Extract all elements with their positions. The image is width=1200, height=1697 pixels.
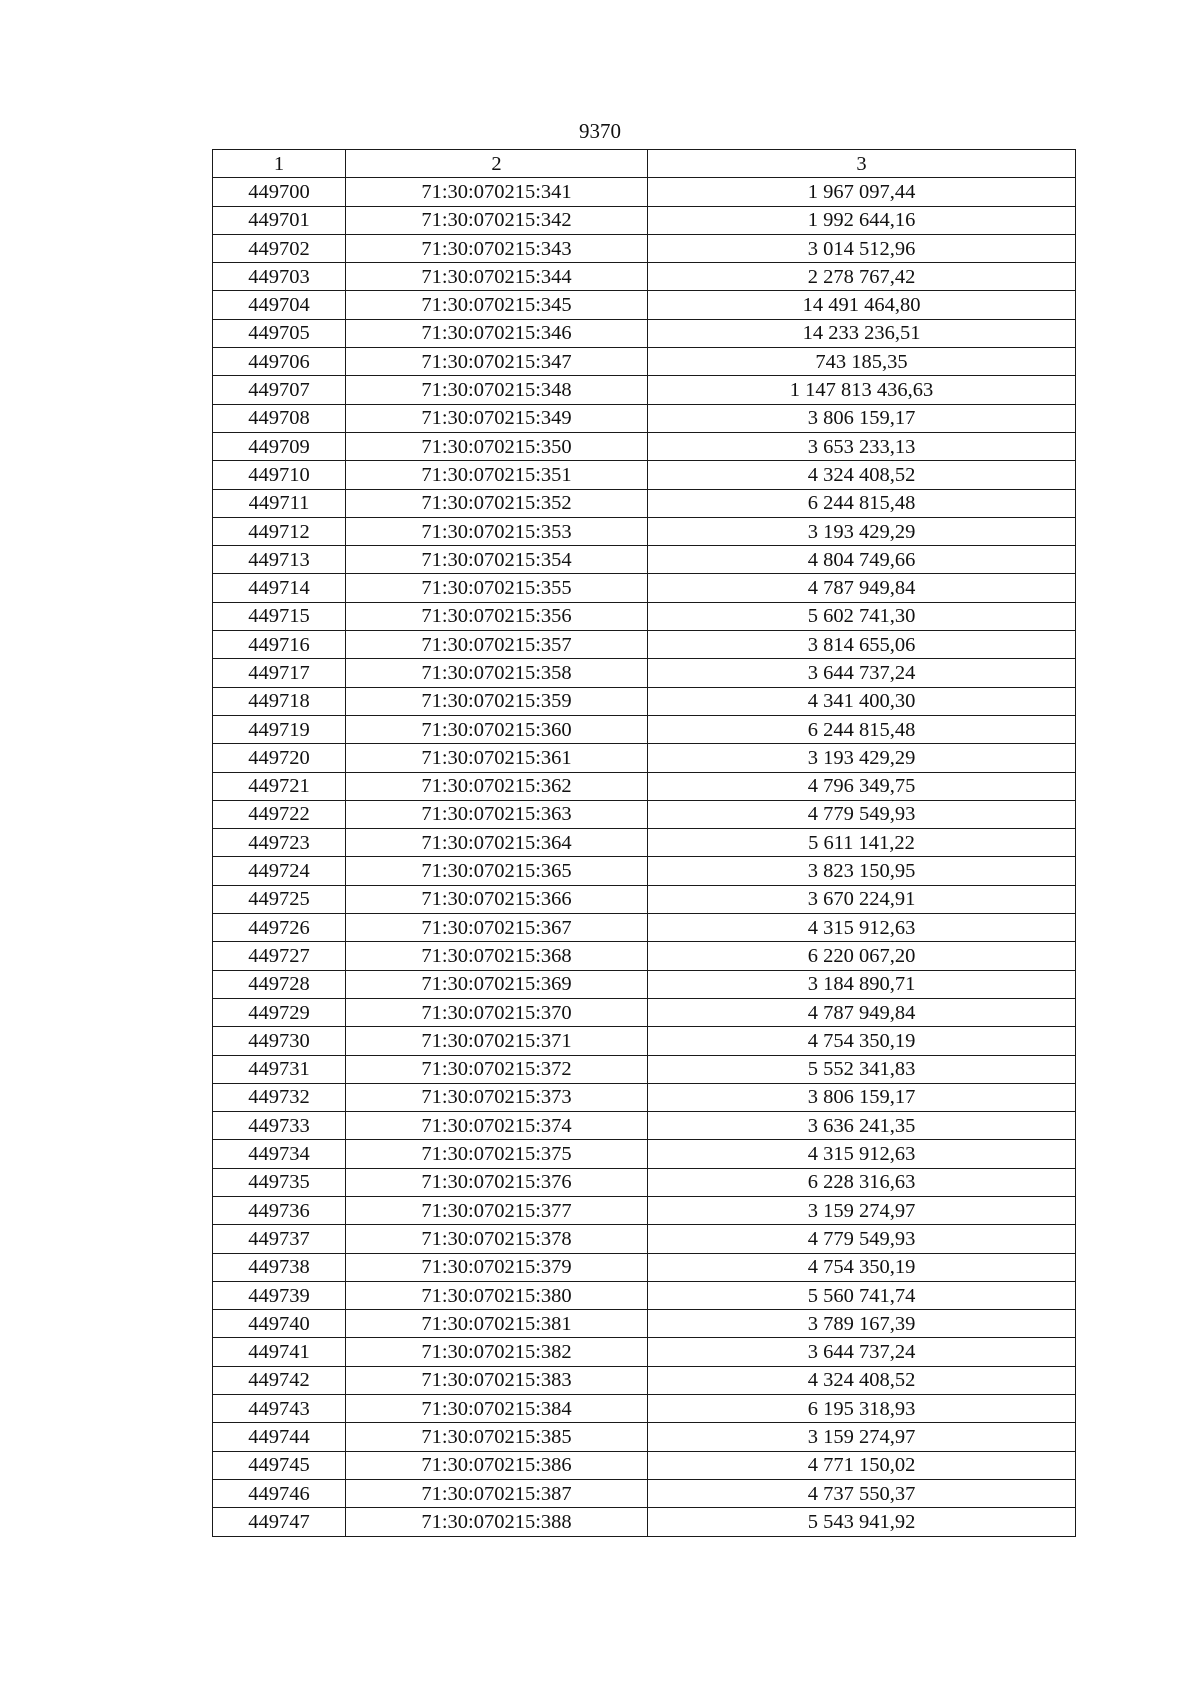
cadastral-number-cell: 71:30:070215:361 <box>346 744 648 772</box>
cadastral-number-cell: 71:30:070215:378 <box>346 1225 648 1253</box>
row-number-cell: 449707 <box>213 376 346 404</box>
cadastral-number-cell: 71:30:070215:349 <box>346 404 648 432</box>
row-number-cell: 449747 <box>213 1508 346 1536</box>
table-row <box>213 602 1076 630</box>
table-row <box>213 1112 1076 1140</box>
cadastral-number-cell: 71:30:070215:357 <box>346 631 648 659</box>
table-row <box>213 1027 1076 1055</box>
table-row <box>213 1479 1076 1507</box>
value-cell: 5 602 741,30 <box>648 602 1076 630</box>
row-number-cell: 449746 <box>213 1479 346 1507</box>
cadastral-number-cell: 71:30:070215:384 <box>346 1395 648 1423</box>
value-cell: 3 670 224,91 <box>648 885 1076 913</box>
table-row <box>213 1310 1076 1338</box>
value-cell: 743 185,35 <box>648 348 1076 376</box>
value-cell: 4 315 912,63 <box>648 1140 1076 1168</box>
value-cell: 4 754 350,19 <box>648 1027 1076 1055</box>
cadastral-number-cell: 71:30:070215:368 <box>346 942 648 970</box>
table-row <box>213 800 1076 828</box>
table-row <box>213 489 1076 517</box>
cadastral-number-cell: 71:30:070215:380 <box>346 1281 648 1309</box>
value-cell: 3 014 512,96 <box>648 234 1076 262</box>
row-number-cell: 449703 <box>213 263 346 291</box>
value-cell: 5 611 141,22 <box>648 829 1076 857</box>
row-number-cell: 449701 <box>213 206 346 234</box>
row-number-cell: 449715 <box>213 602 346 630</box>
row-number-cell: 449709 <box>213 432 346 460</box>
page-number: 9370 <box>579 119 621 143</box>
table-row <box>213 1395 1076 1423</box>
table-row <box>213 291 1076 319</box>
cadastral-number-cell: 71:30:070215:377 <box>346 1196 648 1224</box>
table-row <box>213 659 1076 687</box>
table-row <box>213 376 1076 404</box>
table-row <box>213 178 1076 206</box>
table-row <box>213 970 1076 998</box>
row-number-cell: 449713 <box>213 546 346 574</box>
value-cell: 4 324 408,52 <box>648 461 1076 489</box>
table-row <box>213 1451 1076 1479</box>
column-header-2: 2 <box>346 150 648 178</box>
value-cell: 4 787 949,84 <box>648 574 1076 602</box>
table-row <box>213 1055 1076 1083</box>
cadastral-number-cell: 71:30:070215:364 <box>346 829 648 857</box>
cadastral-number-cell: 71:30:070215:371 <box>346 1027 648 1055</box>
row-number-cell: 449706 <box>213 348 346 376</box>
value-cell: 1 147 813 436,63 <box>648 376 1076 404</box>
table-row <box>213 1366 1076 1394</box>
table-header <box>213 150 1076 178</box>
value-cell: 1 992 644,16 <box>648 206 1076 234</box>
value-cell: 3 159 274,97 <box>648 1196 1076 1224</box>
row-number-cell: 449729 <box>213 998 346 1026</box>
cadastral-number-cell: 71:30:070215:373 <box>346 1083 648 1111</box>
table-row <box>213 404 1076 432</box>
table-row <box>213 432 1076 460</box>
value-cell: 3 636 241,35 <box>648 1112 1076 1140</box>
row-number-cell: 449717 <box>213 659 346 687</box>
row-number-cell: 449727 <box>213 942 346 970</box>
row-number-cell: 449738 <box>213 1253 346 1281</box>
table-row <box>213 461 1076 489</box>
cadastral-number-cell: 71:30:070215:363 <box>346 800 648 828</box>
value-cell: 3 644 737,24 <box>648 659 1076 687</box>
cadastral-number-cell: 71:30:070215:375 <box>346 1140 648 1168</box>
row-number-cell: 449740 <box>213 1310 346 1338</box>
cadastral-number-cell: 71:30:070215:352 <box>346 489 648 517</box>
table-header-row <box>213 150 1076 178</box>
value-cell: 4 779 549,93 <box>648 800 1076 828</box>
value-cell: 4 771 150,02 <box>648 1451 1076 1479</box>
table-row <box>213 687 1076 715</box>
table-row <box>213 1196 1076 1224</box>
table-row <box>213 234 1076 262</box>
cadastral-number-cell: 71:30:070215:376 <box>346 1168 648 1196</box>
value-cell: 3 644 737,24 <box>648 1338 1076 1366</box>
row-number-cell: 449708 <box>213 404 346 432</box>
table-row <box>213 1423 1076 1451</box>
row-number-cell: 449733 <box>213 1112 346 1140</box>
value-cell: 6 244 815,48 <box>648 489 1076 517</box>
cadastral-number-cell: 71:30:070215:369 <box>346 970 648 998</box>
row-number-cell: 449700 <box>213 178 346 206</box>
value-cell: 6 220 067,20 <box>648 942 1076 970</box>
row-number-cell: 449726 <box>213 914 346 942</box>
value-cell: 3 193 429,29 <box>648 744 1076 772</box>
cadastral-number-cell: 71:30:070215:367 <box>346 914 648 942</box>
table-row <box>213 1281 1076 1309</box>
value-cell: 3 789 167,39 <box>648 1310 1076 1338</box>
column-header-1: 1 <box>213 150 346 178</box>
cadastral-number-cell: 71:30:070215:345 <box>346 291 648 319</box>
row-number-cell: 449737 <box>213 1225 346 1253</box>
table-row <box>213 1508 1076 1536</box>
row-number-cell: 449728 <box>213 970 346 998</box>
row-number-cell: 449739 <box>213 1281 346 1309</box>
row-number-cell: 449732 <box>213 1083 346 1111</box>
cadastral-number-cell: 71:30:070215:350 <box>346 432 648 460</box>
value-cell: 4 737 550,37 <box>648 1479 1076 1507</box>
value-cell: 4 787 949,84 <box>648 998 1076 1026</box>
table-row <box>213 829 1076 857</box>
row-number-cell: 449720 <box>213 744 346 772</box>
row-number-cell: 449724 <box>213 857 346 885</box>
value-cell: 4 754 350,19 <box>648 1253 1076 1281</box>
cadastral-number-cell: 71:30:070215:372 <box>346 1055 648 1083</box>
row-number-cell: 449731 <box>213 1055 346 1083</box>
table-row <box>213 744 1076 772</box>
value-cell: 14 491 464,80 <box>648 291 1076 319</box>
row-number-cell: 449744 <box>213 1423 346 1451</box>
row-number-cell: 449702 <box>213 234 346 262</box>
cadastral-number-cell: 71:30:070215:381 <box>346 1310 648 1338</box>
cadastral-number-cell: 71:30:070215:359 <box>346 687 648 715</box>
value-cell: 6 244 815,48 <box>648 715 1076 743</box>
value-cell: 4 341 400,30 <box>648 687 1076 715</box>
row-number-cell: 449718 <box>213 687 346 715</box>
value-cell: 3 653 233,13 <box>648 432 1076 460</box>
cadastral-number-cell: 71:30:070215:365 <box>346 857 648 885</box>
table-row <box>213 1140 1076 1168</box>
value-cell: 4 324 408,52 <box>648 1366 1076 1394</box>
data-table <box>212 149 1076 1537</box>
cadastral-number-cell: 71:30:070215:388 <box>346 1508 648 1536</box>
table-row <box>213 574 1076 602</box>
value-cell: 3 823 150,95 <box>648 857 1076 885</box>
value-cell: 3 806 159,17 <box>648 404 1076 432</box>
value-cell: 4 796 349,75 <box>648 772 1076 800</box>
row-number-cell: 449710 <box>213 461 346 489</box>
value-cell: 3 184 890,71 <box>648 970 1076 998</box>
table-body <box>213 178 1076 1536</box>
row-number-cell: 449723 <box>213 829 346 857</box>
row-number-cell: 449714 <box>213 574 346 602</box>
cadastral-number-cell: 71:30:070215:387 <box>346 1479 648 1507</box>
cadastral-number-cell: 71:30:070215:374 <box>346 1112 648 1140</box>
cadastral-number-cell: 71:30:070215:362 <box>346 772 648 800</box>
table-row <box>213 772 1076 800</box>
table-row <box>213 914 1076 942</box>
value-cell: 3 159 274,97 <box>648 1423 1076 1451</box>
cadastral-number-cell: 71:30:070215:383 <box>346 1366 648 1394</box>
row-number-cell: 449743 <box>213 1395 346 1423</box>
cadastral-number-cell: 71:30:070215:346 <box>346 319 648 347</box>
cadastral-number-cell: 71:30:070215:385 <box>346 1423 648 1451</box>
table-row <box>213 885 1076 913</box>
table-row <box>213 517 1076 545</box>
row-number-cell: 449712 <box>213 517 346 545</box>
table-row <box>213 631 1076 659</box>
value-cell: 3 806 159,17 <box>648 1083 1076 1111</box>
table-row <box>213 348 1076 376</box>
row-number-cell: 449722 <box>213 800 346 828</box>
row-number-cell: 449730 <box>213 1027 346 1055</box>
value-cell: 5 560 741,74 <box>648 1281 1076 1309</box>
row-number-cell: 449734 <box>213 1140 346 1168</box>
row-number-cell: 449716 <box>213 631 346 659</box>
cadastral-number-cell: 71:30:070215:351 <box>346 461 648 489</box>
cadastral-number-cell: 71:30:070215:370 <box>346 998 648 1026</box>
cadastral-number-cell: 71:30:070215:386 <box>346 1451 648 1479</box>
cadastral-number-cell: 71:30:070215:342 <box>346 206 648 234</box>
value-cell: 6 228 316,63 <box>648 1168 1076 1196</box>
value-cell: 5 543 941,92 <box>648 1508 1076 1536</box>
value-cell: 14 233 236,51 <box>648 319 1076 347</box>
table-row <box>213 998 1076 1026</box>
row-number-cell: 449735 <box>213 1168 346 1196</box>
row-number-cell: 449705 <box>213 319 346 347</box>
row-number-cell: 449742 <box>213 1366 346 1394</box>
row-number-cell: 449745 <box>213 1451 346 1479</box>
cadastral-number-cell: 71:30:070215:382 <box>346 1338 648 1366</box>
column-header-3: 3 <box>648 150 1076 178</box>
cadastral-number-cell: 71:30:070215:348 <box>346 376 648 404</box>
value-cell: 4 315 912,63 <box>648 914 1076 942</box>
row-number-cell: 449719 <box>213 715 346 743</box>
table-row <box>213 546 1076 574</box>
value-cell: 1 967 097,44 <box>648 178 1076 206</box>
cadastral-number-cell: 71:30:070215:347 <box>346 348 648 376</box>
table-row <box>213 263 1076 291</box>
row-number-cell: 449741 <box>213 1338 346 1366</box>
table-row <box>213 1253 1076 1281</box>
row-number-cell: 449725 <box>213 885 346 913</box>
table-row <box>213 715 1076 743</box>
value-cell: 6 195 318,93 <box>648 1395 1076 1423</box>
cadastral-number-cell: 71:30:070215:353 <box>346 517 648 545</box>
table-row <box>213 1168 1076 1196</box>
row-number-cell: 449736 <box>213 1196 346 1224</box>
cadastral-number-cell: 71:30:070215:344 <box>346 263 648 291</box>
cadastral-number-cell: 71:30:070215:358 <box>346 659 648 687</box>
table-row <box>213 1338 1076 1366</box>
cadastral-number-cell: 71:30:070215:356 <box>346 602 648 630</box>
value-cell: 3 814 655,06 <box>648 631 1076 659</box>
cadastral-number-cell: 71:30:070215:354 <box>346 546 648 574</box>
cadastral-number-cell: 71:30:070215:360 <box>346 715 648 743</box>
value-cell: 4 804 749,66 <box>648 546 1076 574</box>
cadastral-number-cell: 71:30:070215:341 <box>346 178 648 206</box>
cadastral-number-cell: 71:30:070215:379 <box>346 1253 648 1281</box>
table-row <box>213 319 1076 347</box>
table-row <box>213 206 1076 234</box>
table-row <box>213 1083 1076 1111</box>
value-cell: 3 193 429,29 <box>648 517 1076 545</box>
row-number-cell: 449721 <box>213 772 346 800</box>
value-cell: 5 552 341,83 <box>648 1055 1076 1083</box>
value-cell: 4 779 549,93 <box>648 1225 1076 1253</box>
table-row <box>213 1225 1076 1253</box>
value-cell: 2 278 767,42 <box>648 263 1076 291</box>
cadastral-number-cell: 71:30:070215:343 <box>346 234 648 262</box>
table-row <box>213 857 1076 885</box>
table-row <box>213 942 1076 970</box>
row-number-cell: 449711 <box>213 489 346 517</box>
row-number-cell: 449704 <box>213 291 346 319</box>
cadastral-number-cell: 71:30:070215:366 <box>346 885 648 913</box>
cadastral-number-cell: 71:30:070215:355 <box>346 574 648 602</box>
